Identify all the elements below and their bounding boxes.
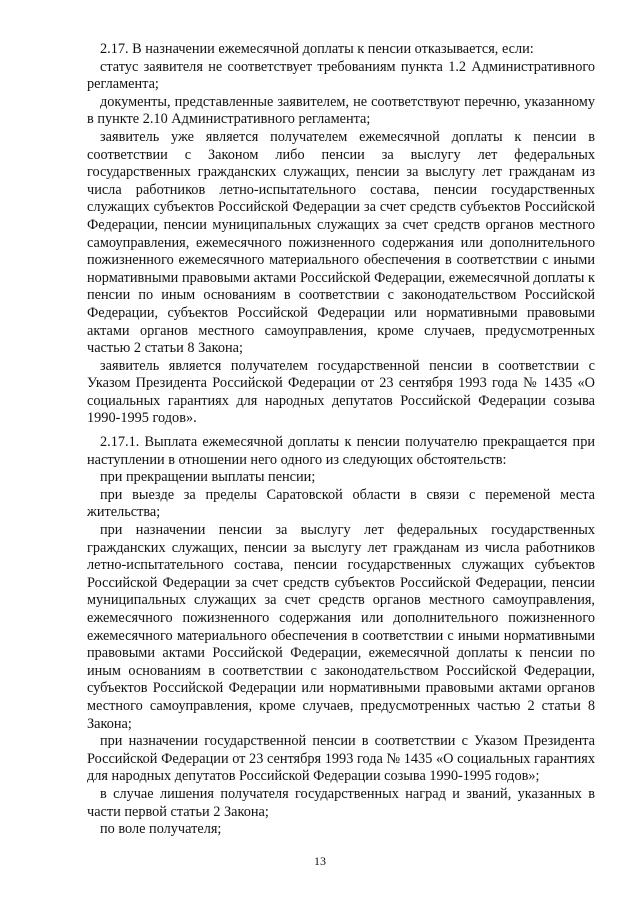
paragraph-recipient-will: по воле получателя; (100, 821, 222, 838)
paragraph-pension-termination: при прекращении выплаты пенсии; (100, 469, 316, 486)
paragraph-awards-revoked: в случае лишения получателя государственных наград и званий, указанных в части первой статьи 2 Закона; (87, 785, 595, 820)
paragraph-2-17-1-heading: 2.17.1. Выплата ежемесячной доплаты к пенсии получателю прекращается при наступлении в отношении него одного из следующих обстоятельств: (87, 434, 595, 468)
paragraph-documents-mismatch: документы, представленные заявителем, не соответствуют перечню, указанному в пункте 2.10 Административного регламента; (87, 93, 595, 128)
paragraph-already-recipient: заявитель уже является получателем ежемесячной доплаты к пенсии в соответствии с Законом либо пенсии за выслугу лет федеральных государственных гражданских служащих, пенсии за выслугу лет гражданам из числа работников летно-испытательного состава, пенсии государственных служащих субъектов Российской Федерации за счет средств субъектов Российской Федерации, пенсии муниципальных служащих за счет средств органов местного самоуправления, ежемесячного пожизненного содержания или дополнительного пожизненного ежемесячного материального обеспечения в соответствии с иными нормативными правовыми актами Российской Федерации, ежемесячной доплаты к пенсии по иным основаниям в соответствии с законодательством Российской Федерации, субъектов Российской Федерации или нормативными правовыми актами органов местного самоуправления, кроме случаев, предусмотренных частью 2 статьи 8 Закона; (87, 128, 595, 357)
paragraph-relocation: при выезде за пределы Саратовской области в связи с переменой места жительства; (87, 486, 595, 521)
document-body (87, 41, 595, 839)
paragraph-state-pension-assigned: при назначении государственной пенсии в соответствии с Указом Президента Российской Федерации от 23 сентября 1993 года № 1435 «О социальных гарантиях для народных депутатов Российской Федерации созыва 1990-1995 годов»; (87, 733, 595, 785)
paragraph-other-pension-assigned: при назначении пенсии за выслугу лет федеральных государственных гражданских служащих, пенсии за выслугу лет гражданам из числа работников летно-испытательного состава, пенсии государственных служащих субъектов Российской Федерации за счет средств субъектов Российской Федерации, пенсии муниципальных служащих за счет средств органов местного самоуправления, ежемесячного пожизненного содержания или дополнительного пожизненного ежемесячного материального обеспечения в соответствии с иными нормативными правовыми актами Российской Федерации, ежемесячной доплаты к пенсии по иным основаниям в соответствии с законодательством Российской Федерации, субъектов Российской Федерации или нормативными правовыми актами органов местного самоуправления, кроме случаев, предусмотренных частью 2 статьи 8 Закона; (87, 522, 595, 732)
paragraph-status-mismatch: статус заявителя не соответствует требованиям пункта 1.2 Административного регламента; (87, 58, 595, 93)
paragraph-state-pension-recipient: заявитель является получателем государственной пенсии в соответствии с Указом Президента Российской Федерации от 23 сентября 1993 года № 1435 «О социальных гарантиях для народных депутатов Российской Федерации созыва 1990-1995 годов». (87, 357, 595, 427)
page-number: 13 (314, 854, 326, 868)
paragraph-2-17-heading: 2.17. В назначении ежемесячной доплаты к пенсии отказывается, если: (100, 41, 534, 57)
